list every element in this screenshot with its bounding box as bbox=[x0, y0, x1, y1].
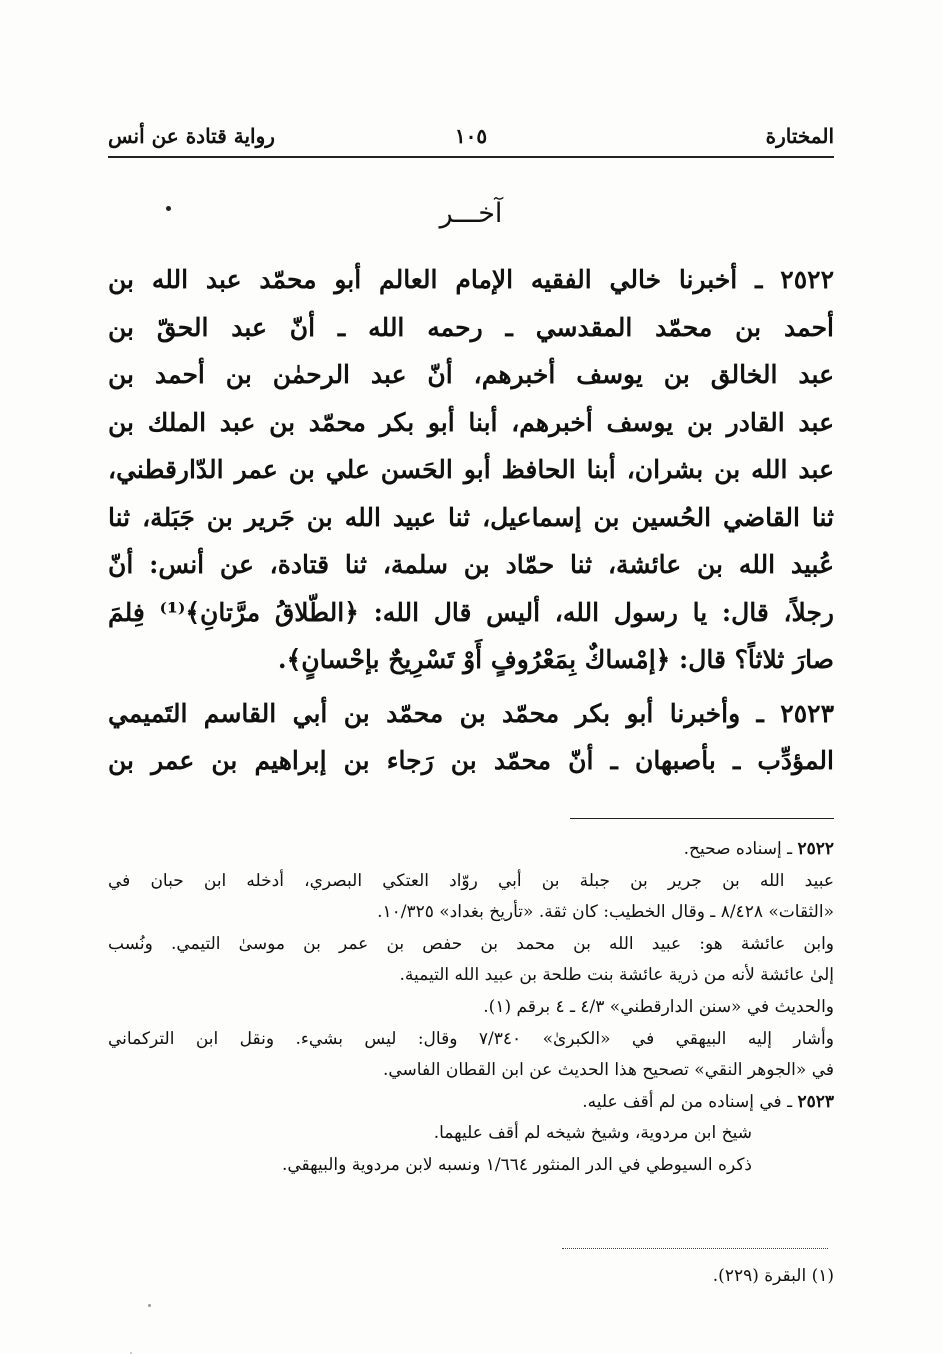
hadith-2522-line: عبد القادر بن يوسف أخبرهم، أبنا أبو بكر محمّد بن عبد الملك بن bbox=[108, 407, 834, 437]
hadith-2522-line: ٢٥٢٢ ـ أخبرنا خالي الفقيه الإمام العالم أبو محمّد عبد الله بن bbox=[108, 265, 834, 294]
chapter-title: رواية قتادة عن أنس bbox=[108, 124, 275, 148]
hadith-2522-line: عُبيد الله بن عائشة، ثنا حمّاد بن سلمة، ثنا قتادة، عن أنس: أنّ bbox=[108, 550, 834, 579]
scan-speck bbox=[148, 1304, 151, 1307]
note-line: في «الجوهر النقي» تصحيح هذا الحديث عن ابن القطان الفاسي. bbox=[382, 1060, 834, 1081]
hadith-number: ٢٥٢٣ bbox=[780, 698, 834, 728]
hadith-2522-line: صارَ ثلاثاً؟ قال: ﴿إمْساكٌ بِمَعْرُوفٍ أَوْ تَسْرِيحٌ بإحْسانٍ﴾. bbox=[277, 645, 834, 674]
hadith-2522-line: عبد الخالق بن يوسف أخبرهم، أنّ عبد الرحمٰن بن أحمد بن bbox=[108, 360, 834, 389]
note-line: عبيد الله بن جرير بن جبلة بن أبي روّاد العتكي البصري، أدخله ابن حبان في bbox=[108, 870, 834, 891]
hadith-2522-line: أحمد بن محمّد المقدسي ـ رحمه الله ـ أنّ عبد الحقّ بن bbox=[108, 312, 834, 342]
footnote-divider bbox=[562, 1248, 828, 1249]
note-line: «الثقات» ٨/٤٢٨ ـ وقال الخطيب: كان ثقة. «تأريخ بغداد» ١٠/٣٢٥. bbox=[377, 902, 834, 923]
hadith-2523-line: المؤدِّب ـ بأصبهان ـ أنّ محمّد بن رَجاء بن إبراهيم بن عمر بن bbox=[108, 746, 834, 775]
hadith-2522-line: رجلاً، قال: يا رسول الله، أليس قال الله: ﴿الطّلاقُ مرَّتانِ﴾⁽¹⁾ فِلمَ bbox=[108, 597, 834, 627]
hadith-2523-line: ٢٥٢٣ ـ وأخبرنا أبو بكر محمّد بن محمّد بن أبي القاسم التَميمي bbox=[108, 698, 834, 728]
hadith-number: ٢٥٢٢ bbox=[780, 265, 834, 294]
note-line: والحديث في «سنن الدارقطني» ٤/٣ ـ ٤ برقم (١). bbox=[483, 996, 834, 1017]
note-line: إلىٰ عائشة لأنه من ذرية عائشة بنت طلحة بن عبيد الله التيمية. bbox=[399, 965, 834, 986]
hadith-2522-line: ثنا القاضي الحُسين بن إسماعيل، ثنا عبيد الله بن جَرير بن جَبَلة، ثنا bbox=[108, 502, 834, 532]
header-divider bbox=[108, 156, 834, 158]
note-line: ذكره السيوطي في الدر المنثور ١/٦٦٤ ونسبه لابن مردوية والبيهقي. bbox=[281, 1154, 752, 1175]
page-number: ١٠٥ bbox=[454, 124, 488, 148]
main-text bbox=[108, 256, 834, 785]
note-number: ٢٥٢٢ bbox=[797, 839, 834, 859]
book-title: المختارة bbox=[765, 124, 834, 148]
note-number: ٢٥٢٣ bbox=[797, 1091, 834, 1112]
running-header bbox=[108, 120, 834, 154]
notes-divider bbox=[570, 818, 834, 819]
hadith-2522-line: عبد الله بن بشران، أبنا الحافظ أبو الحَسن علي بن عمر الدّارقطني، bbox=[108, 455, 834, 484]
commentary-notes bbox=[108, 834, 834, 1182]
footnote: (١) البقرة (٢٢٩). bbox=[712, 1266, 834, 1286]
note-line: وابن عائشة هو: عبيد الله بن محمد بن حفص بن عمر بن موسىٰ التيمي. ونُسب bbox=[108, 933, 834, 954]
section-title: آخـــر bbox=[439, 198, 503, 229]
margin-dot bbox=[166, 206, 171, 211]
note-line: ٢٥٢٢ ـ إسناده صحيح. bbox=[683, 839, 834, 859]
note-line: شيخ ابن مردوية، وشيخ شيخه لم أقف عليهما. bbox=[433, 1123, 752, 1144]
note-line: وأشار إليه البيهقي في «الكبرىٰ» ٧/٣٤٠ وقال: ليس بشيء. ونقل ابن التركماني bbox=[108, 1028, 834, 1049]
note-line: ٢٥٢٣ ـ في إسناده من لم أقف عليه. bbox=[582, 1091, 834, 1112]
